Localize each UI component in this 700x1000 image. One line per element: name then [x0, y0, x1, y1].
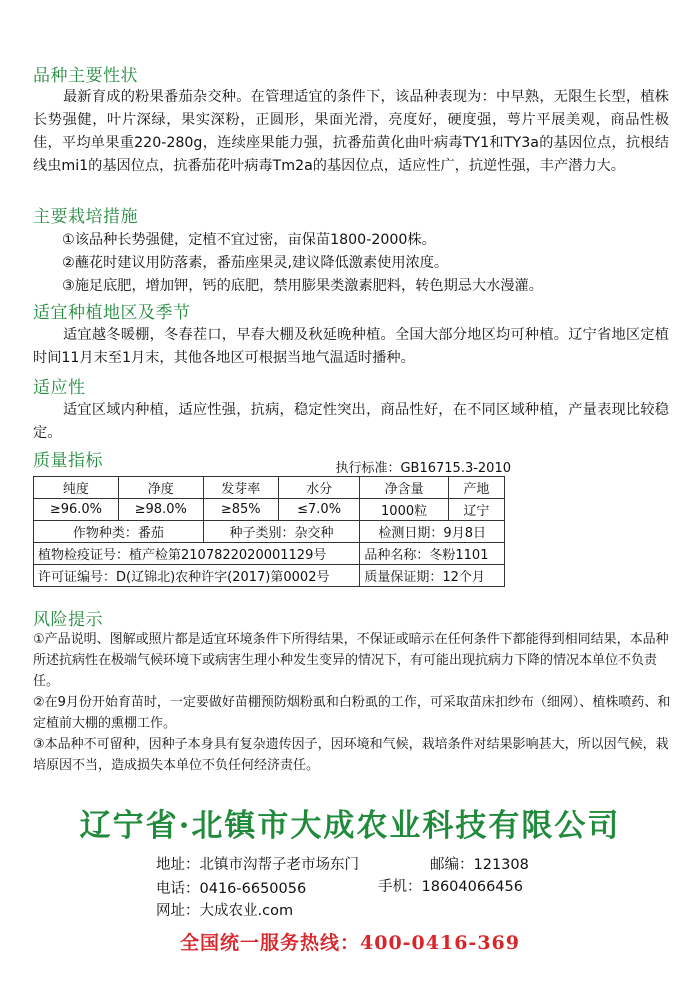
crop-type-cell: 作物种类：番茄 — [34, 521, 204, 543]
traits-title: 品种主要性状 — [33, 66, 138, 86]
table-header-cell: 净含量 — [360, 477, 448, 499]
postcode-line — [430, 853, 529, 874]
quality-table — [33, 476, 505, 587]
address-label: 地址： — [156, 857, 200, 873]
table-row — [34, 499, 505, 521]
cultivation-item: ③施足底肥，增加钾，钙的底肥，禁用膨果类激素肥料，转色期忌大水漫灌。 — [62, 278, 543, 294]
risk-list — [33, 629, 673, 776]
table-cell: 辽宁 — [448, 499, 504, 521]
risk-item: ①产品说明、图解或照片都是适宜环境条件下所得结果，不保证或暗示在任何条件下都能得到相同结果，本品种所述抗病性在极端气候环境下或病害生理小种发生变异的情况下，有可能出现抗病力下降的情况本单位不负责任。 — [33, 632, 669, 689]
adaptability-title: 适应性 — [33, 378, 86, 398]
quality-title: 质量指标 — [33, 451, 103, 471]
table-row — [34, 543, 505, 565]
postcode-label: 邮编： — [430, 857, 474, 873]
company-name: 辽宁省·北镇市大成农业科技有限公司 — [79, 808, 621, 844]
website-label: 网址： — [156, 903, 200, 919]
mobile-line — [378, 875, 523, 896]
risk-title: 风险提示 — [33, 610, 103, 630]
regions-title: 适宜种植地区及季节 — [33, 303, 191, 323]
seed-type-cell: 种子类别：杂交种 — [203, 521, 360, 543]
mobile-label: 手机： — [378, 879, 422, 895]
quarantine-cell: 植物检疫证号：植产检第2107822020001129号 — [34, 543, 360, 565]
quality-header — [33, 453, 511, 475]
table-header-cell: 水分 — [278, 477, 360, 499]
table-row — [34, 521, 505, 543]
table-cell: ≥98.0% — [118, 499, 203, 521]
license-cell: 许可证编号：D(辽锦北)农种许字(2017)第0002号 — [34, 565, 360, 587]
address-line — [156, 853, 359, 874]
mobile-value: 18604066456 — [421, 879, 523, 895]
adaptability-body: 适宜区域内种植，适应性强，抗病，稳定性突出，商品性好，在不同区域种植，产量表现比较稳定。 — [33, 402, 669, 441]
table-cell: 1000粒 — [360, 499, 448, 521]
website-value: 大成农业.com — [199, 903, 294, 919]
shelf-life-cell: 质量保证期：12个月 — [360, 565, 505, 587]
regions-body: 适宜越冬暖棚，冬春茬口，早春大棚及秋延晚种植。全国大部分地区均可种植。辽宁省地区定植时间11月末至1月末，其他各地区可根据当地气温适时播种。 — [33, 327, 669, 366]
quality-standard: 执行标准：GB16715.3-2010 — [335, 461, 511, 476]
cultivation-item: ②蘸花时建议用防落素，番茄座果灵,建议降低激素使用浓度。 — [62, 255, 449, 271]
table-cell: ≤7.0% — [278, 499, 360, 521]
table-header-cell: 纯度 — [34, 477, 119, 499]
table-header-row — [34, 477, 505, 499]
phone-value: 0416-6650056 — [199, 881, 307, 897]
cultivation-item: ①该品种长势强健，定植不宜过密，亩保苗1800-2000株。 — [62, 232, 436, 248]
traits-body: 最新育成的粉果番茄杂交种。在管理适宜的条件下，该品种表现为：中早熟，无限生长型，植株长势强健，叶片深绿，果实深粉，正圆形，果面光滑，亮度好，硬度强，萼片平展美观，商品性极佳，平均单果重220-280g，连续座果能力强，抗番茄黄化曲叶病毒TY1和TY3a的基因位点，抗根结线虫mi1的基因位点，抗番茄花叶病毒Tm2a的基因位点，适应性广，抗逆性强，丰产潜力大。 — [33, 89, 669, 174]
phone-line — [156, 877, 306, 898]
test-date-cell: 检测日期：9月8日 — [360, 521, 505, 543]
table-cell: ≥85% — [203, 499, 278, 521]
website-line — [156, 899, 293, 920]
address-value: 北镇市沟帮子老市场东门 — [199, 857, 359, 873]
table-header-cell: 发芽率 — [203, 477, 278, 499]
table-header-cell: 净度 — [118, 477, 203, 499]
table-row — [34, 565, 505, 587]
risk-item: ③本品种不可留种，因种子本身具有复杂遗传因子，因环境和气候，栽培条件对结果影响甚大，所以因气候，栽培原因不当，造成损失本单位不负任何经济责任。 — [33, 737, 669, 773]
table-header-cell: 产地 — [448, 477, 504, 499]
phone-label: 电话： — [156, 881, 200, 897]
cultivation-list — [62, 229, 543, 298]
table-cell: ≥96.0% — [34, 499, 119, 521]
cultivation-title: 主要栽培措施 — [33, 207, 138, 227]
service-hotline: 全国统一服务热线：400-0416-369 — [180, 932, 520, 954]
variety-cell: 品种名称：冬粉1101 — [360, 543, 505, 565]
risk-item: ②在9月份开始育苗时，一定要做好苗棚预防烟粉虱和白粉虱的工作，可采取苗床扣纱布（细网）、植株喷药、和定植前大棚的熏棚工作。 — [33, 695, 671, 731]
postcode-value: 121308 — [473, 857, 529, 873]
